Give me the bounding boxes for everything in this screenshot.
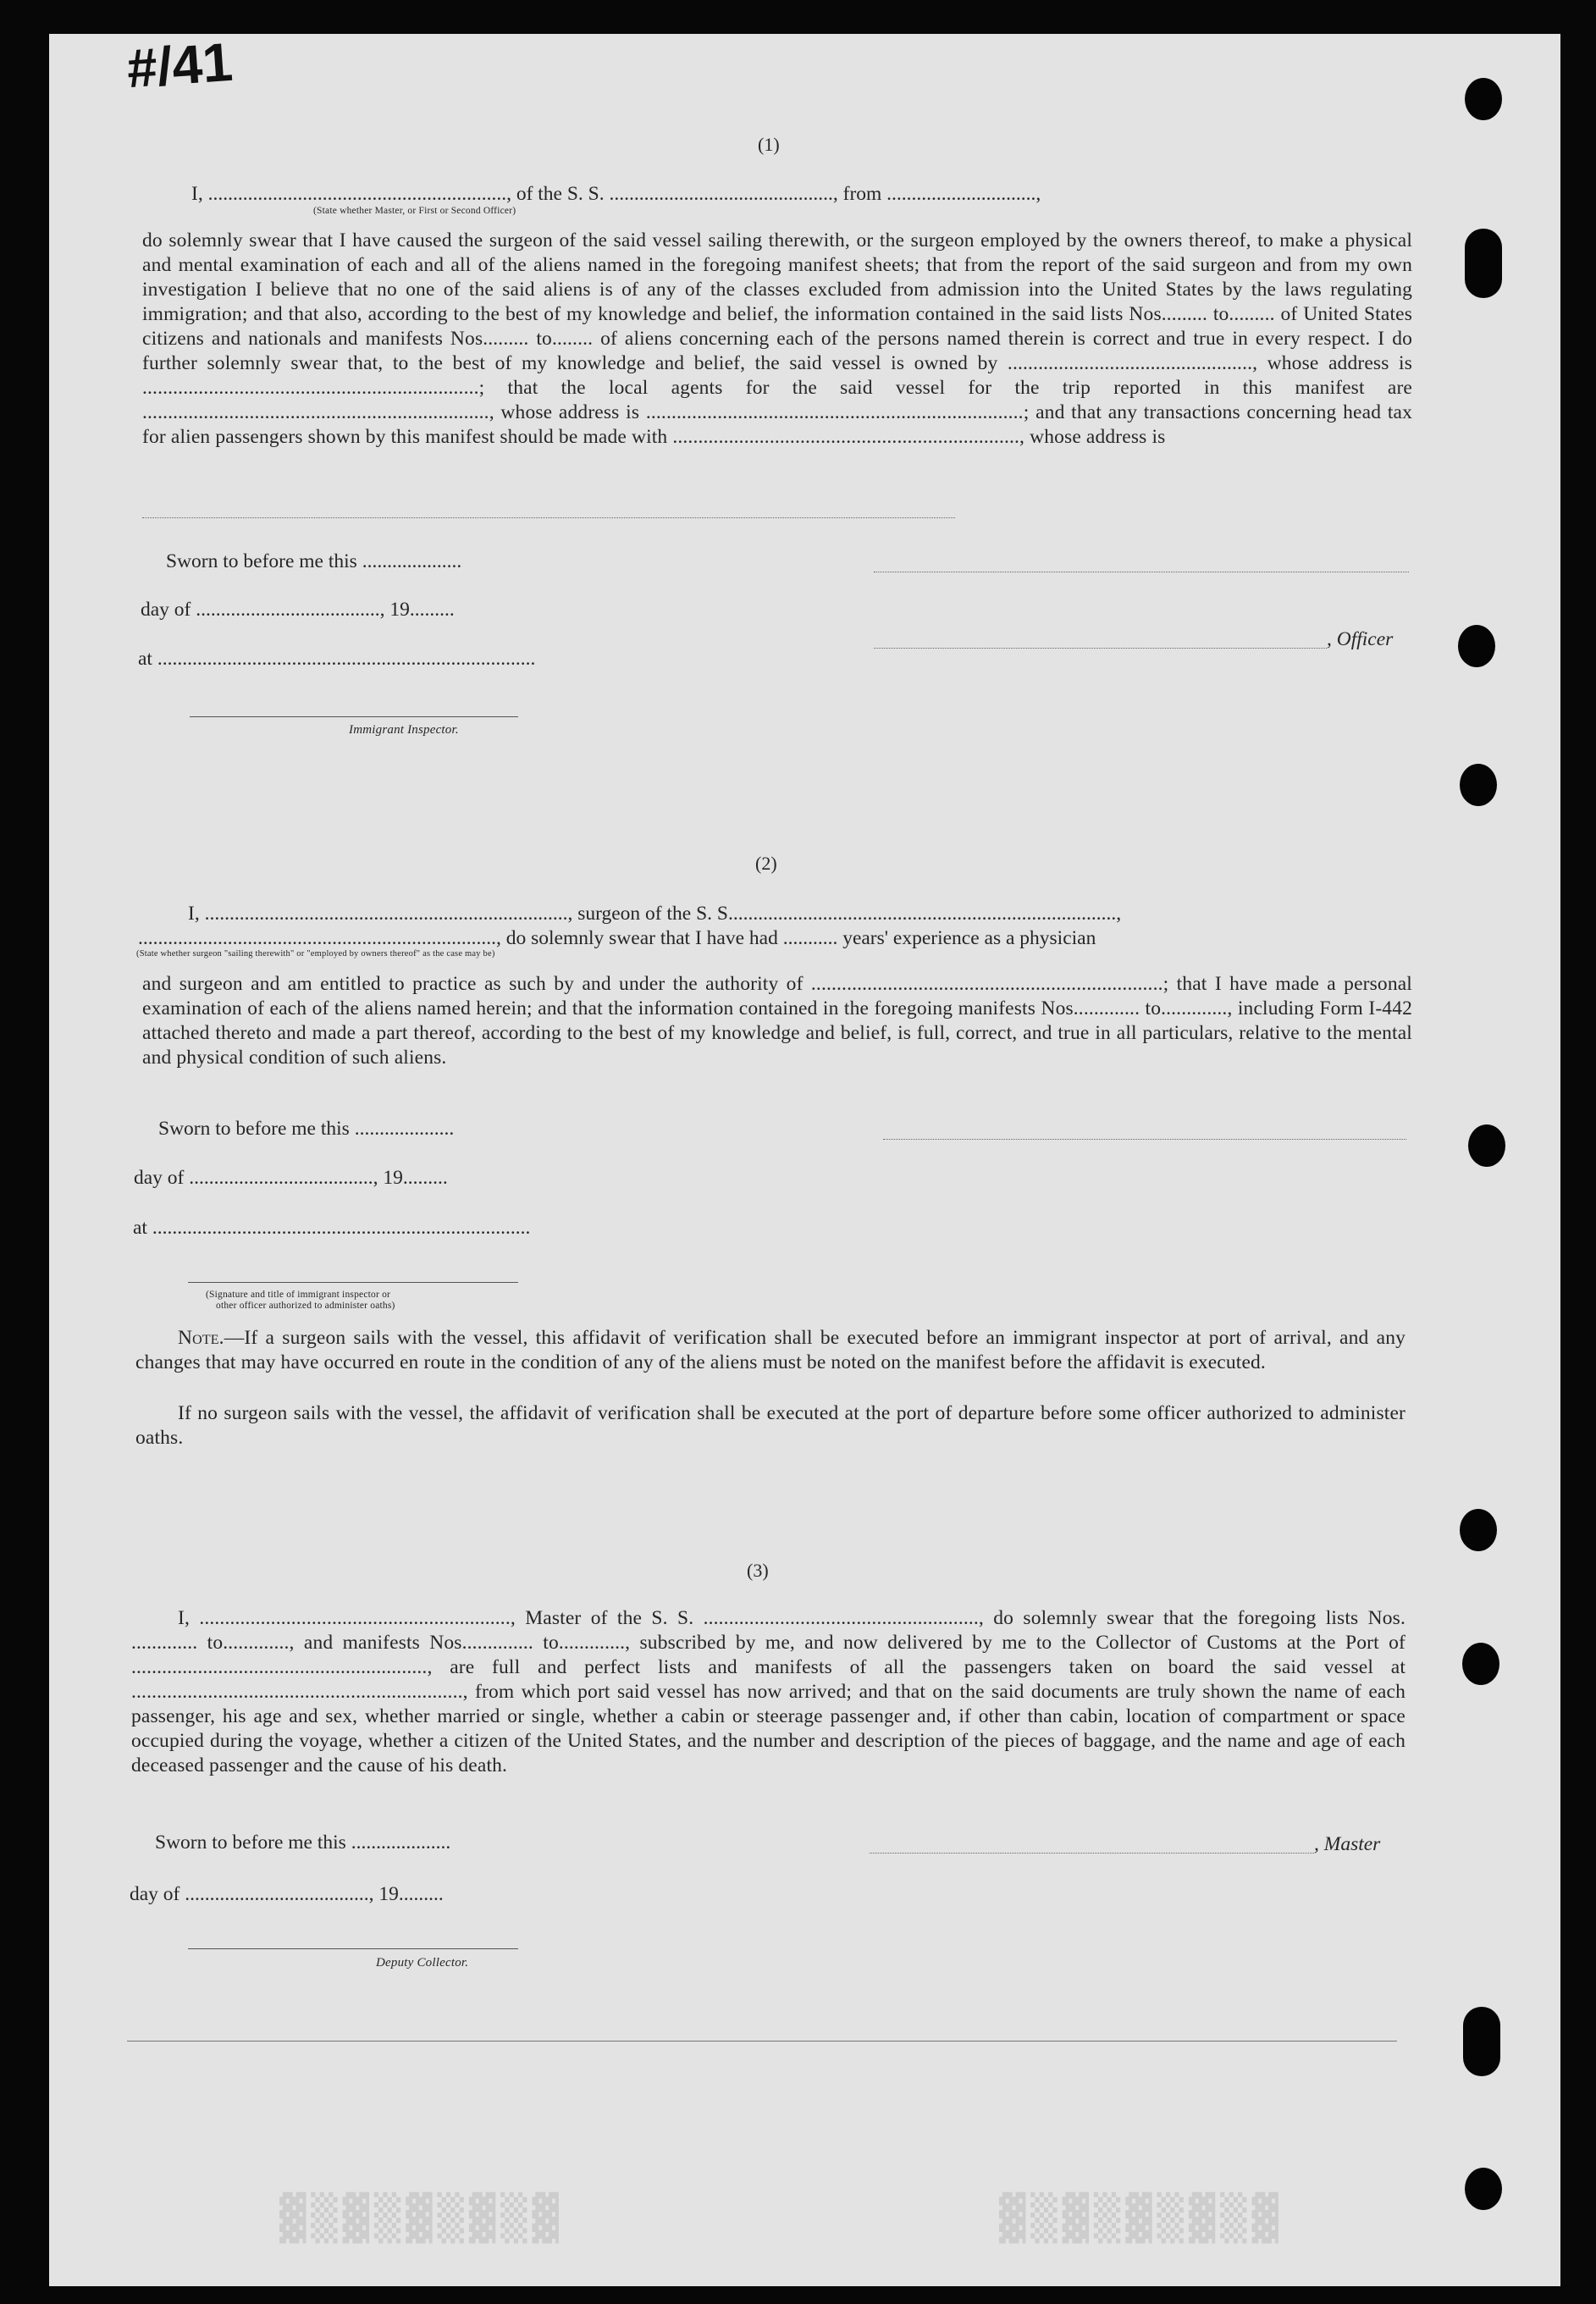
section-3-body: I, ............................................................., Master of the S. S. ......................................................, do solemnly swear that the foregoing lists Nos. ............. to............., and manifests Nos.............. to............., subscribed by me, and now delivered by me to the Collector of Customs at the Port of .........................................................., are full and perfect lists and manifests of all the passengers taken on board the said vessel at ................................................................., from which port said vessel has now arrived; and that on the said documents are truly shown the name of each passenger, his age and sex, whether married or single, whether a cabin or steerage passenger and, if other than cabin, location of compartment or space occupied during the voyage, whether a citizen of the United States, and the number and description of the pieces of baggage, and the name and age of each deceased passenger and the cause of his death. [131,1607,1405,1776]
section-2-line1: I, ........................................................................., surgeon of the S. S.............................................................................., [188,903,1122,925]
section-1-at: at ............................................................................ [138,648,536,670]
punch-hole [1468,1124,1505,1167]
section-2-at: at ............................................................................ [133,1217,531,1239]
section-2-line2: ........................................................................, do solemnly swear that I have had ........... years' experience as a physician [138,927,1096,949]
note-paragraph-2: If no surgeon sails with the vessel, the affidavit of verification shall be executed at the port of departure before some officer authorized to administer oaths. [135,1402,1405,1449]
punch-hole [1465,2168,1502,2210]
punch-hole [1458,625,1495,667]
immigrant-inspector-label: Immigrant Inspector. [349,723,459,737]
master-line [870,1853,1314,1854]
punch-hole [1462,1643,1499,1685]
section-2-day-of: day of ....................................., 19......... [134,1167,448,1189]
section-1-day-of: day of ....................................., 19......... [141,599,455,621]
section-1-line1: I, ............................................................, of the S. S. ............................................., from .............................., [191,183,1041,205]
section-2-number: (2) [755,853,777,874]
officer-label: , Officer [1327,628,1394,650]
section-2-line2-note: (State whether surgeon "sailing therewith" or "employed by owners thereof" as the case may be) [136,949,495,959]
section-2-body: and surgeon and am entitled to practice as such by and under the authority of .....................................................................; that I have made a personal examination of each of the aliens named herein; and that the information contained in the foregoing manifests Nos............. to............., including Form I-442 attached thereto and made a part thereof, according to the best of my knowledge and belief, is full, correct, and true in all particulars, relative to the mental and physical condition of such aliens. [142,973,1412,1069]
section-3-sworn: Sworn to before me this .................... [155,1832,451,1854]
surgeon-signature-line [883,1139,1406,1140]
punch-hole [1460,1509,1497,1551]
signature-note-2: other officer authorized to administer oaths) [216,1301,395,1311]
section-1-number: (1) [758,134,780,155]
master-label: , Master [1314,1833,1381,1855]
inspector-line [190,716,518,717]
punch-hole [1465,229,1502,298]
deputy-collector-label: Deputy Collector. [376,1956,469,1970]
deputy-collector-line [188,1948,518,1949]
bottom-rule [127,2041,1397,2042]
bleed-through: ▓▒▓▒▓▒▓▒▓ [999,2193,1284,2244]
section-3-number: (3) [747,1560,769,1581]
section-1-body: do solemnly swear that I have caused the surgeon of the said vessel sailing therewith, or the surgeon employed by the owners thereof, to make a physical and mental examination of each and all of the aliens named in the foregoing manifest sheets; that from the report of the said surgeon and from my own investigation I believe that no one of the said aliens is of any of the classes excluded from admission into the United States by the laws regulating immigration; and that also, according to the best of my knowledge and belief, the information contained in the said lists Nos......... to......... of United States citizens and nationals and manifests Nos......... to........ of aliens concerning each of the persons named therein is correct and true in every respect. I do further solemnly swear that, to the best of my knowledge and belief, the said vessel is owned by ................................................, whose address is ..................................................................; that the local agents for the said vessel for the trip reported in this manifest are ...................................................................., whose address is ..........................................................................; and that any transactions concerning head tax for alien passengers shown by this manifest should be made with ...................................................................., whose address is [142,229,1412,448]
blank-line [142,517,955,518]
section-2-sworn: Sworn to before me this .................... [158,1118,455,1140]
punch-hole [1465,78,1502,120]
signature-note-1: (Signature and title of immigrant inspector or [206,1290,391,1300]
punch-hole [1463,2007,1500,2076]
note-paragraph [135,1326,1405,1375]
officer-line [874,648,1327,649]
note-text-1: —If a surgeon sails with the vessel, this affidavit of verification shall be executed before an immigrant inspector at port of arrival, and any changes that may have occurred en route in the condition of any of the aliens must be noted on the manifest before the affidavit is executed. [135,1327,1405,1373]
handwritten-mark: #/41 [124,30,235,100]
section-1-sworn: Sworn to before me this .................... [166,550,462,572]
signature-line [188,1282,518,1283]
punch-hole [1460,764,1497,806]
section-3-day-of: day of ....................................., 19......... [130,1883,444,1905]
section-1-line1-note: (State whether Master, or First or Second Officer) [313,206,516,216]
bleed-through: ▓▒▓▒▓▒▓▒▓ [279,2193,564,2244]
note-label: Note. [178,1327,224,1349]
